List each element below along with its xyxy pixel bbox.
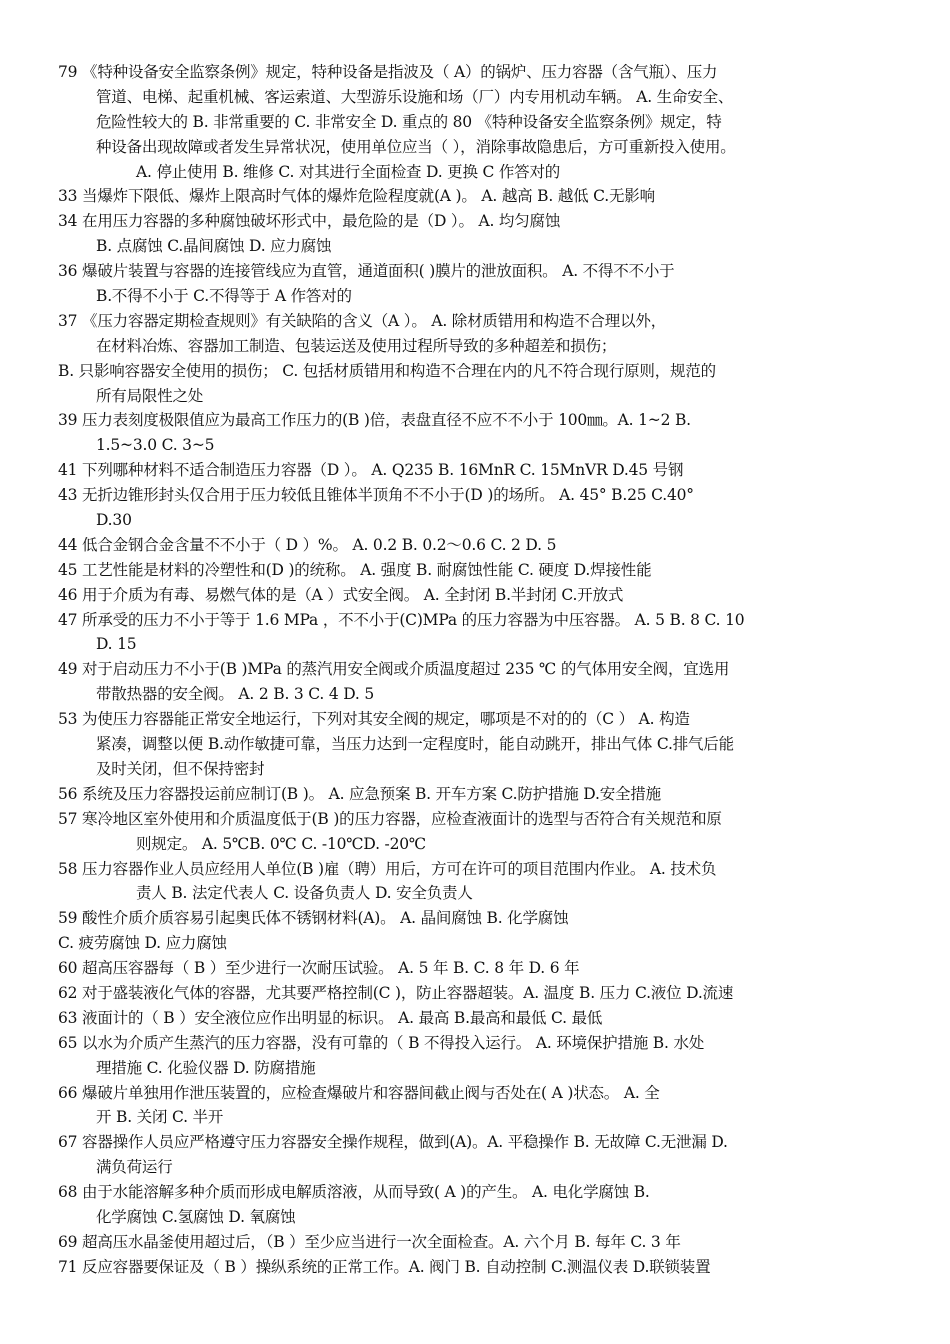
text-line: 43 无折边锥形封头仅合用于压力较低且锥体半顶角不不小于(D )的场所。 A. 45° B.25 C.40° — [58, 486, 694, 505]
text-line: 化学腐蚀 C.氢腐蚀 D. 氧腐蚀 — [96, 1207, 296, 1226]
text-line: 危险性较大的 B. 非常重要的 C. 非常安全 D. 重点的 80 《特种设备安全监察条例》规定，特 — [96, 112, 722, 131]
text-line: A. 停止使用 B. 维修 C. 对其进行全面检查 D. 更换 C 作答对的 — [136, 162, 561, 181]
text-line: 57 寒冷地区室外使用和介质温度低于(B )的压力容器，应检查液面计的选型与否符合有关规范和原 — [58, 809, 722, 828]
text-line: 责人 B. 法定代表人 C. 设备负责人 D. 安全负责人 — [136, 884, 473, 903]
text-line: B.不得不小于 C.不得等于 A 作答对的 — [96, 287, 352, 306]
text-line: 及时关闭，但不保持密封 — [96, 759, 265, 778]
text-line: 62 对于盛装液化气体的容器，尤其要严格控制(C )，防止容器超装。A. 温度 B. 压力 C.液位 D.流速 — [58, 983, 734, 1002]
text-line: 65 以水为介质产生蒸汽的压力容器，没有可靠的（ B 不得投入运行。 A. 环境保护措施 B. 水处 — [58, 1033, 705, 1052]
text-line: 开 B. 关闭 C. 半开 — [96, 1108, 224, 1127]
text-line: 紧凑，调整以便 B.动作敏捷可靠，当压力达到一定程度时，能自动跳开，排出气体 C.排气后能 — [96, 735, 734, 754]
text-line: 63 液面计的（ B ）安全液位应作出明显的标识。 A. 最高 B.最高和最低 C. 最低 — [58, 1008, 603, 1027]
text-line: 种设备出现故障或者发生异常状况，使用单位应当（ ），消除事故隐患后，方可重新投入使用。 — [96, 137, 736, 156]
text-line: 66 爆破片单独用作泄压装置的，应检查爆破片和容器间截止阀与否处在( A )状态。 A. 全 — [58, 1083, 660, 1102]
text-line: 45 工艺性能是材料的冷塑性和(D )的统称。 A. 强度 B. 耐腐蚀性能 C. 硬度 D.焊接性能 — [58, 560, 652, 579]
text-line: 所有局限性之处 — [96, 386, 204, 405]
document-page — [58, 60, 898, 1280]
text-line: 53 为使压力容器能正常安全地运行，下列对其安全阀的规定，哪项是不对的的（C ） A. 构造 — [58, 710, 690, 729]
text-line: 67 容器操作人员应严格遵守压力容器安全操作规程，做到(A)。A. 平稳操作 B. 无故障 C.无泄漏 D. — [58, 1133, 728, 1152]
text-line: 满负荷运行 — [96, 1158, 173, 1177]
text-line: 则规定。 A. 5℃B. 0℃ C. -10℃D. -20℃ — [136, 834, 427, 853]
text-line: 58 压力容器作业人员应经用人单位(B )雇（聘）用后，方可在许可的项目范围内作业。 A. 技术负 — [58, 859, 717, 878]
text-line: B. 点腐蚀 C.晶间腐蚀 D. 应力腐蚀 — [96, 237, 332, 256]
text-line: 带散热器的安全阀。 A. 2 B. 3 C. 4 D. 5 — [96, 685, 375, 704]
text-line: 1.5~3.0 C. 3~5 — [96, 436, 215, 455]
text-line: 79 《特种设备安全监察条例》规定，特种设备是指波及（ A）的锅炉、压力容器（含气瓶）、压力 — [58, 63, 718, 81]
text-line: 在材料冶炼、容器加工制造、包装运送及使用过程所导致的多种超差和损伤； — [96, 336, 617, 355]
text-line: 71 反应容器要保证及（ B ）操纵系统的正常工作。A. 阀门 B. 自动控制 C.测温仪表 D.联锁装置 — [58, 1257, 711, 1276]
text-line: D.30 — [96, 511, 132, 530]
text-line: 管道、电梯、起重机械、客运索道、大型游乐设施和场（厂）内专用机动车辆。 A. 生命安全、 — [96, 87, 734, 106]
text-line: 68 由于水能溶解多种介质而形成电解质溶液，从而导致( A )的产生。 A. 电化学腐蚀 B. — [58, 1183, 650, 1202]
text-line: 33 当爆炸下限低、爆炸上限高时气体的爆炸危险程度就(A )。 A. 越高 B. 越低 C.无影响 — [58, 187, 655, 206]
text-line: D. 15 — [96, 635, 137, 654]
text-line: 59 酸性介质介质容易引起奥氏体不锈钢材料(A)。 A. 晶间腐蚀 B. 化学腐蚀 — [58, 909, 569, 928]
text-line: 34 在用压力容器的多种腐蚀破坏形式中，最危险的是（D ）。 A. 均匀腐蚀 — [58, 212, 561, 231]
text-line: 47 所承受的压力不小于等于 1.6 MPa ，不不小于(C)MPa 的压力容器为中压容器。 A. 5 B. 8 C. 10 — [58, 610, 745, 629]
text-line: 69 超高压水晶釜使用超过后，（B ）至少应当进行一次全面检查。A. 六个月 B. 每年 C. 3 年 — [58, 1232, 681, 1251]
text-line: B. 只影响容器安全使用的损伤； C. 包括材质错用和构造不合理在内的凡不符合现行原则，规范的 — [58, 361, 716, 380]
text-line: 49 对于启动压力不小于(B )MPa 的蒸汽用安全阀或介质温度超过 235 ℃ 的气体用安全阀，宜选用 — [58, 660, 730, 679]
text-line: 41 下列哪种材料不适合制造压力容器（D ）。 A. Q235 B. 16MnR C. 15MnVR D.45 号钢 — [58, 461, 684, 480]
text-line: 60 超高压容器每（ B ）至少进行一次耐压试验。 A. 5 年 B. C. 8 年 D. 6 年 — [58, 959, 580, 978]
text-line: C. 疲劳腐蚀 D. 应力腐蚀 — [58, 934, 227, 953]
text-line: 56 系统及压力容器投运前应制订(B )。 A. 应急预案 B. 开车方案 C.防护措施 D.安全措施 — [58, 784, 661, 803]
text-line: 39 压力表刻度极限值应为最高工作压力的(B )倍，表盘直径不应不不小于 100㎜。A. 1~2 B. — [58, 411, 691, 430]
text-line: 理措施 C. 化验仪器 D. 防腐措施 — [96, 1058, 316, 1077]
text-line: 36 爆破片装置与容器的连接管线应为直管，通道面积( )膜片的泄放面积。 A. 不得不不小于 — [58, 262, 675, 281]
text-line: 37 《压力容器定期检查规则》有关缺陷的含义（A ）。 A. 除材质错用和构造不合理以外， — [58, 311, 666, 330]
text-line: 44 低合金钢合金含量不不小于（ D ）%。 A. 0.2 B. 0.2～0.6 C. 2 D. 5 — [58, 535, 557, 554]
text-line: 46 用于介质为有毒、易燃气体的是（A ）式安全阀。 A. 全封闭 B.半封闭 C.开放式 — [58, 585, 624, 604]
